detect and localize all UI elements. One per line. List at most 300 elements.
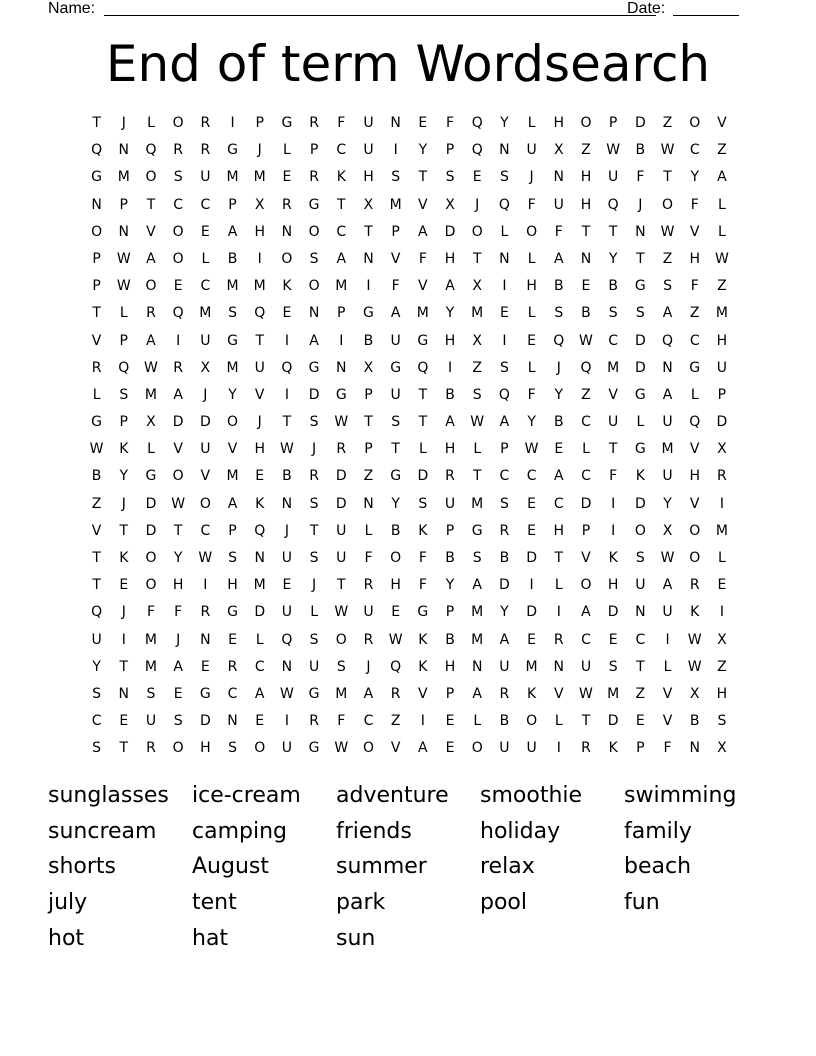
grid-letter: Y — [500, 115, 509, 131]
word-list-item: family — [624, 818, 692, 844]
grid-letter: F — [690, 278, 699, 295]
grid-letter: F — [146, 604, 155, 621]
grid-letter: Q — [498, 386, 510, 403]
grid-row — [83, 436, 736, 463]
word-list-item: sun — [336, 925, 376, 951]
grid-letter: Z — [717, 658, 727, 675]
grid-letter: J — [366, 658, 371, 675]
grid-letter: I — [257, 250, 262, 267]
grid-letter: A — [309, 332, 319, 349]
grid-letter: V — [146, 223, 156, 240]
grid-letter: B — [635, 142, 646, 159]
grid-letter: R — [581, 740, 591, 757]
grid-row — [83, 219, 736, 246]
grid-letter: M — [416, 305, 429, 322]
grid-letter: R — [445, 468, 455, 485]
grid-row — [83, 599, 736, 626]
grid-letter: N — [118, 223, 130, 240]
grid-letter: V — [418, 278, 428, 295]
grid-letter: X — [717, 740, 727, 757]
grid-letter: W — [660, 550, 675, 566]
grid-letter: S — [92, 685, 102, 702]
grid-letter: U — [499, 658, 510, 675]
word-list-item: friends — [336, 818, 412, 844]
grid-letter: H — [689, 468, 700, 485]
grid-row — [83, 328, 736, 355]
grid-letter: W — [687, 631, 702, 648]
grid-letter: V — [418, 196, 428, 213]
grid-letter: F — [418, 577, 427, 594]
grid-letter: P — [608, 115, 618, 131]
grid-letter: E — [635, 713, 645, 730]
grid-letter: B — [363, 332, 374, 349]
grid-letter: Z — [390, 713, 401, 730]
grid-letter: E — [581, 278, 591, 295]
grid-letter: Y — [663, 495, 672, 512]
grid-letter: G — [689, 359, 701, 376]
grid-letter: U — [390, 386, 401, 403]
grid-letter: V — [553, 685, 564, 702]
grid-letter: P — [228, 196, 237, 213]
word-list-item: park — [336, 890, 386, 916]
grid-letter: V — [254, 386, 265, 403]
grid-row — [83, 192, 736, 219]
date-field-line[interactable] — [673, 0, 739, 16]
grid-letter: P — [119, 196, 128, 213]
word-list-item: shorts — [48, 854, 116, 880]
grid-letter: D — [716, 414, 728, 431]
grid-letter: O — [471, 740, 483, 757]
grid-letter: A — [146, 250, 156, 267]
grid-letter: O — [172, 223, 184, 240]
grid-letter: S — [554, 305, 564, 322]
grid-letter: X — [717, 441, 727, 458]
grid-letter: Q — [91, 604, 103, 621]
grid-letter: U — [363, 604, 374, 621]
grid-letter: P — [92, 278, 101, 295]
grid-letter: H — [580, 196, 592, 213]
grid-letter: M — [117, 169, 130, 186]
grid-letter: X — [662, 522, 673, 539]
grid-letter: T — [119, 522, 129, 539]
letter-grid — [83, 110, 736, 763]
grid-letter: Y — [445, 577, 455, 594]
grid-letter: U — [363, 115, 374, 131]
grid-letter: K — [418, 658, 428, 675]
grid-letter: N — [471, 658, 483, 675]
grid-letter: R — [309, 169, 319, 186]
grid-letter: T — [581, 223, 591, 240]
grid-letter: G — [308, 359, 320, 376]
grid-letter: R — [309, 115, 319, 131]
grid-letter: C — [635, 631, 646, 648]
grid-letter: U — [200, 441, 211, 458]
grid-letter: H — [553, 522, 565, 539]
grid-letter: M — [226, 359, 239, 376]
grid-letter: H — [716, 685, 728, 702]
grid-letter: H — [390, 577, 401, 594]
grid-letter: W — [660, 223, 675, 240]
grid-letter: O — [526, 223, 538, 240]
grid-letter: R — [363, 577, 374, 594]
grid-letter: I — [556, 740, 561, 757]
grid-letter: V — [608, 386, 618, 403]
grid-letter: S — [418, 495, 428, 512]
grid-letter: M — [389, 196, 402, 213]
grid-letter: T — [364, 414, 373, 431]
grid-letter: B — [581, 305, 591, 322]
grid-letter: S — [635, 305, 645, 322]
grid-letter: W — [116, 250, 131, 267]
grid-letter: G — [227, 604, 238, 621]
grid-letter: H — [689, 250, 700, 267]
grid-letter: E — [527, 522, 537, 539]
grid-letter: Z — [472, 359, 483, 376]
grid-letter: O — [335, 631, 347, 648]
grid-letter: C — [553, 495, 564, 512]
grid-letter: T — [92, 550, 101, 566]
grid-letter: L — [718, 550, 726, 566]
grid-letter: V — [390, 740, 401, 757]
grid-letter: C — [200, 522, 211, 539]
grid-letter: M — [607, 359, 620, 376]
word-list-item: summer — [336, 854, 427, 880]
grid-letter: U — [635, 577, 646, 594]
grid-letter: A — [472, 685, 482, 702]
grid-row — [83, 273, 736, 300]
grid-letter: A — [227, 495, 238, 512]
grid-letter: I — [502, 332, 507, 349]
grid-letter: Z — [635, 685, 646, 702]
grid-letter: T — [391, 441, 400, 458]
grid-letter: W — [687, 658, 702, 675]
grid-letter: U — [336, 522, 347, 539]
grid-letter: Q — [498, 196, 510, 213]
grid-letter: G — [363, 305, 374, 322]
grid-letter: I — [284, 713, 289, 730]
grid-letter: Q — [471, 115, 483, 131]
grid-letter: E — [717, 577, 727, 594]
grid-letter: J — [556, 359, 561, 376]
header — [48, 0, 748, 22]
grid-letter: E — [527, 495, 537, 512]
grid-letter: B — [445, 550, 455, 566]
grid-letter: G — [308, 685, 320, 702]
grid-letter: N — [363, 495, 374, 512]
grid-letter: M — [607, 685, 620, 702]
grid-letter: Y — [391, 495, 400, 512]
grid-letter: F — [554, 223, 563, 240]
grid-letter: F — [337, 713, 346, 730]
grid-letter: H — [172, 577, 184, 594]
grid-letter: J — [312, 441, 317, 458]
grid-letter: T — [554, 550, 564, 566]
grid-letter: L — [473, 713, 482, 730]
grid-letter: R — [91, 359, 102, 376]
grid-letter: Y — [92, 658, 101, 675]
grid-letter: A — [146, 332, 156, 349]
grid-row — [83, 110, 736, 137]
grid-letter: P — [337, 305, 346, 322]
grid-letter: K — [119, 550, 129, 566]
grid-letter: D — [199, 414, 211, 431]
grid-letter: R — [309, 468, 319, 485]
grid-letter: T — [119, 740, 129, 757]
grid-letter: O — [580, 577, 592, 594]
grid-letter: H — [200, 740, 211, 757]
grid-letter: G — [227, 332, 238, 349]
grid-letter: Q — [254, 522, 266, 539]
grid-letter: V — [173, 441, 183, 458]
grid-row — [83, 355, 736, 382]
grid-letter: T — [418, 386, 428, 403]
grid-letter: C — [336, 142, 347, 159]
grid-letter: G — [634, 278, 646, 295]
grid-letter: T — [119, 658, 129, 675]
grid-letter: Y — [119, 468, 129, 485]
grid-letter: M — [471, 305, 484, 322]
grid-letter: T — [173, 522, 183, 539]
grid-letter: P — [309, 142, 319, 159]
grid-letter: N — [200, 631, 211, 648]
grid-letter: O — [308, 223, 320, 240]
grid-letter: B — [608, 278, 618, 295]
grid-letter: L — [473, 441, 482, 458]
grid-letter: E — [445, 713, 455, 730]
grid-letter: B — [91, 468, 102, 485]
grid-letter: P — [581, 522, 591, 539]
word-list-item: pool — [480, 890, 527, 916]
grid-letter: E — [418, 115, 428, 131]
grid-letter: W — [279, 685, 294, 702]
grid-letter: Q — [553, 332, 565, 349]
grid-letter: I — [203, 577, 208, 594]
grid-letter: Y — [690, 169, 699, 186]
grid-letter: X — [689, 685, 700, 702]
grid-letter: R — [200, 604, 211, 621]
grid-letter: P — [445, 685, 455, 702]
grid-letter: L — [582, 441, 590, 458]
grid-letter: G — [227, 142, 238, 159]
grid-letter: D — [526, 550, 537, 566]
grid-letter: Q — [662, 332, 674, 349]
grid-letter: Y — [608, 250, 618, 267]
grid-letter: L — [554, 713, 563, 730]
grid-letter: B — [689, 713, 700, 730]
grid-row — [83, 463, 736, 490]
grid-letter: G — [145, 468, 157, 485]
word-list-item: ice-cream — [192, 783, 301, 808]
grid-letter: N — [689, 740, 700, 757]
grid-letter: U — [444, 495, 456, 512]
grid-letter: X — [553, 142, 564, 159]
grid-letter: T — [92, 115, 101, 131]
grid-letter: B — [282, 468, 292, 485]
grid-letter: J — [121, 495, 126, 512]
grid-letter: I — [230, 115, 235, 131]
grid-letter: L — [418, 441, 427, 458]
grid-letter: K — [255, 495, 265, 512]
grid-letter: Z — [581, 142, 591, 159]
grid-letter: S — [445, 169, 455, 186]
grid-letter: D — [607, 713, 619, 730]
grid-letter: S — [309, 495, 319, 512]
grid-letter: M — [226, 169, 239, 186]
grid-letter: E — [282, 169, 292, 186]
grid-letter: U — [91, 631, 102, 648]
grid-letter: B — [390, 522, 401, 539]
grid-letter: R — [390, 685, 401, 702]
grid-letter: G — [308, 196, 320, 213]
grid-letter: R — [200, 142, 211, 159]
grid-letter: Q — [390, 658, 402, 675]
grid-letter: W — [714, 250, 729, 267]
grid-letter: W — [470, 414, 485, 431]
grid-letter: O — [308, 278, 320, 295]
grid-letter: Z — [581, 386, 591, 403]
grid-letter: A — [254, 685, 265, 702]
grid-letter: F — [418, 250, 427, 267]
grid-letter: M — [226, 468, 239, 485]
grid-letter: N — [499, 250, 510, 267]
grid-letter: T — [472, 250, 482, 267]
word-list-item: holiday — [480, 818, 561, 844]
grid-letter: H — [553, 115, 565, 131]
grid-letter: Y — [445, 305, 455, 322]
grid-letter: U — [254, 359, 265, 376]
grid-letter: A — [173, 386, 183, 403]
grid-letter: I — [447, 359, 453, 376]
grid-letter: K — [119, 441, 129, 458]
grid-letter: L — [119, 305, 128, 322]
grid-row — [83, 708, 736, 735]
grid-letter: X — [146, 414, 156, 431]
grid-letter: G — [390, 359, 402, 376]
grid-letter: H — [444, 250, 456, 267]
grid-letter: B — [227, 250, 238, 267]
grid-letter: M — [471, 604, 484, 621]
grid-letter: J — [284, 522, 289, 539]
grid-letter: T — [309, 522, 319, 539]
grid-letter: J — [121, 604, 126, 621]
grid-letter: H — [607, 577, 619, 594]
grid-letter: V — [581, 550, 591, 566]
grid-letter: N — [553, 658, 565, 675]
grid-letter: Q — [580, 359, 592, 376]
grid-letter: O — [172, 115, 184, 131]
grid-letter: F — [391, 278, 400, 295]
grid-letter: W — [660, 142, 675, 159]
word-list-item: tent — [192, 890, 237, 916]
grid-letter: G — [308, 740, 320, 757]
grid-letter: U — [662, 414, 673, 431]
grid-letter: A — [390, 305, 401, 322]
grid-letter: W — [144, 359, 158, 376]
grid-letter: G — [91, 169, 103, 186]
grid-letter: J — [529, 169, 534, 186]
grid-letter: V — [662, 685, 673, 702]
grid-letter: L — [527, 359, 536, 376]
grid-letter: N — [118, 142, 130, 159]
grid-letter: R — [499, 522, 510, 539]
grid-letter: E — [554, 441, 564, 458]
word-list-item: beach — [624, 854, 692, 880]
grid-letter: N — [227, 713, 238, 730]
grid-letter: P — [255, 115, 264, 131]
grid-letter: J — [203, 386, 208, 403]
grid-letter: T — [418, 169, 428, 186]
grid-row — [83, 681, 736, 708]
grid-letter: E — [282, 305, 292, 322]
grid-letter: W — [171, 495, 186, 512]
grid-letter: A — [227, 223, 238, 240]
grid-letter: V — [689, 223, 700, 240]
grid-letter: S — [92, 740, 102, 757]
grid-letter: W — [89, 441, 104, 458]
grid-letter: M — [253, 577, 266, 594]
grid-letter: Y — [554, 386, 564, 403]
grid-letter: P — [445, 522, 455, 539]
grid-letter: E — [173, 685, 183, 702]
grid-letter: J — [121, 115, 126, 131]
grid-letter: H — [526, 278, 537, 295]
grid-letter: O — [362, 740, 374, 757]
grid-letter: J — [312, 577, 317, 594]
grid-letter: U — [526, 740, 537, 757]
grid-letter: T — [337, 196, 346, 213]
grid-letter: S — [717, 713, 727, 730]
grid-letter: N — [499, 142, 510, 159]
grid-letter: E — [255, 713, 265, 730]
grid-letter: N — [118, 685, 130, 702]
grid-letter: A — [418, 223, 428, 240]
grid-letter: X — [363, 196, 374, 213]
grid-letter: S — [309, 631, 319, 648]
grid-letter: E — [282, 577, 292, 594]
grid-letter: H — [254, 441, 265, 458]
grid-letter: N — [390, 115, 401, 131]
grid-letter: Z — [717, 142, 727, 159]
grid-letter: Q — [118, 359, 130, 376]
grid-letter: A — [173, 658, 183, 675]
grid-letter: K — [690, 604, 700, 621]
grid-letter: D — [634, 359, 646, 376]
name-field-line[interactable] — [104, 0, 656, 16]
grid-letter: V — [200, 468, 211, 485]
grid-letter: T — [92, 305, 101, 322]
grid-letter: O — [662, 196, 674, 213]
grid-letter: P — [92, 250, 101, 267]
grid-letter: V — [689, 495, 700, 512]
grid-letter: B — [445, 631, 455, 648]
grid-letter: U — [499, 740, 510, 757]
grid-letter: N — [281, 658, 293, 675]
grid-letter: W — [579, 332, 593, 349]
grid-letter: I — [393, 142, 398, 159]
grid-letter: O — [199, 495, 211, 512]
grid-letter: Z — [91, 495, 102, 512]
grid-letter: U — [662, 604, 673, 621]
grid-letter: Q — [172, 305, 184, 322]
grid-letter: H — [254, 223, 265, 240]
grid-letter: R — [173, 359, 184, 376]
grid-letter: F — [364, 550, 373, 566]
grid-letter: O — [281, 250, 293, 267]
grid-letter: I — [611, 495, 616, 512]
grid-letter: S — [228, 740, 237, 757]
grid-letter: N — [635, 604, 646, 621]
grid-letter: W — [334, 414, 349, 431]
